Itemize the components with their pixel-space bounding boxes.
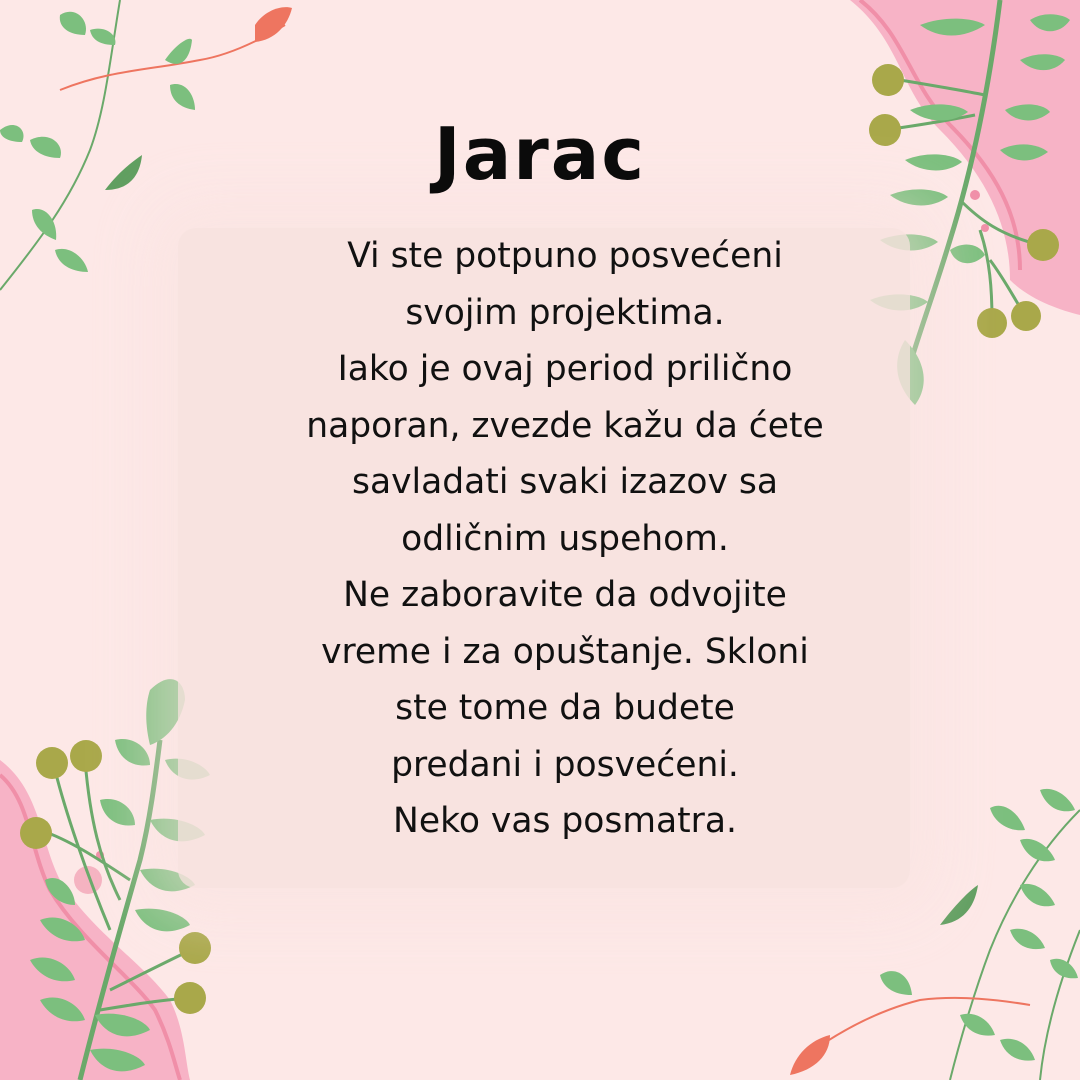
text-line: naporan, zvezde kažu da ćete: [306, 405, 824, 446]
text-line: vreme i za opuštanje. Skloni: [321, 631, 809, 672]
text-line: Iako je ovaj period prilično: [337, 349, 793, 389]
card-title: Jarac: [433, 112, 647, 196]
text-line: svojim projektima.: [405, 292, 725, 333]
text-line: ste tome da budete: [395, 688, 735, 728]
text-line: Vi ste potpuno posvećeni: [347, 236, 783, 276]
text-line: Ne zaboravite da odvojite: [343, 575, 787, 615]
horoscope-text: [240, 228, 890, 850]
text-line: savladati svaki izazov sa: [352, 462, 778, 502]
text-line: Neko vas posmatra.: [393, 801, 737, 841]
text-line: odličnim uspehom.: [401, 518, 729, 559]
text-line: predani i posvećeni.: [391, 744, 739, 785]
